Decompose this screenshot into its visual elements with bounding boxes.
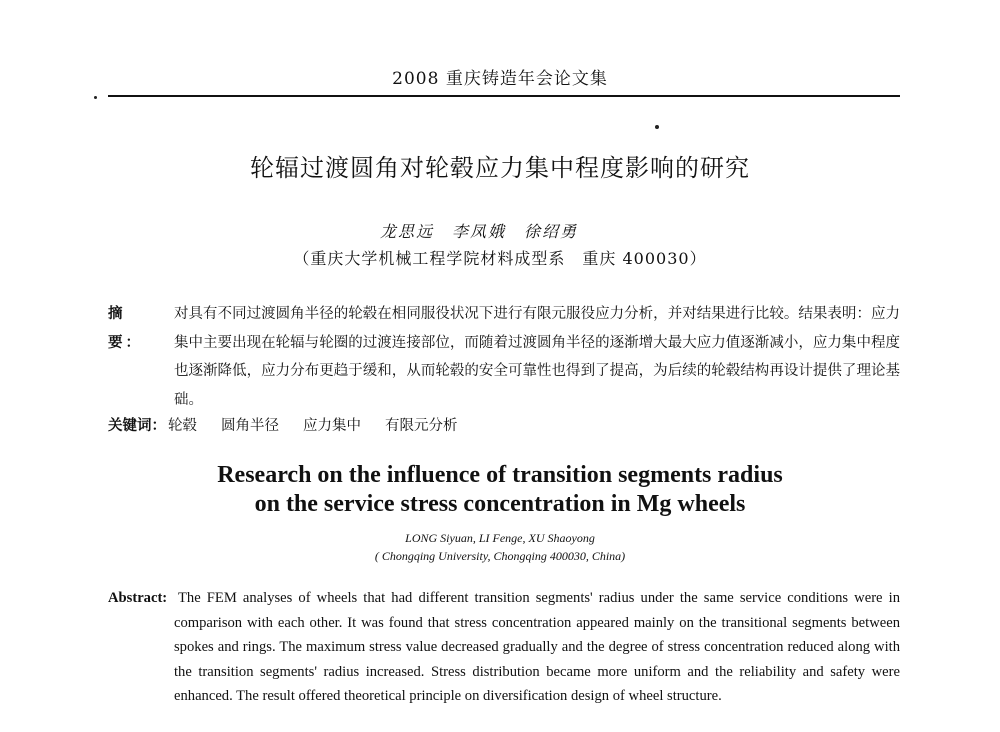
header-rule xyxy=(108,95,900,97)
scan-speck xyxy=(655,125,659,129)
english-abstract xyxy=(108,586,900,709)
keyword: 有限元分析 xyxy=(385,418,458,434)
english-abstract-text: The FEM analyses of wheels that had different transition segments' radius under the same service conditions were in comparison with each other. It was found that stress concentration appeared mainly on the transitional segments between spokes and rings. The maximum stress value decreased gradually and the degree of stress concentration reduced along with the transition segments' radius increased. Stress distribution became more uniform and the reliability and safety were enhanced. The result offered theoretical principle on diversification design of wheel structure. xyxy=(174,590,900,704)
chinese-abstract-text: 对具有不同过渡圆角半径的轮毂在相同服役状况下进行有限元服役应力分析，并对结果进行比较。结果表明：应力集中主要出现在轮辐与轮圈的过渡连接部位，而随着过渡圆角半径的逐渐增大最大应力值逐渐减小，应力集中程度也逐渐降低，应力分布更趋于缓和，从而轮毂的安全可靠性也得到了提高，为后续的轮毂结构再设计提供了理论基础。 xyxy=(174,306,900,408)
english-title xyxy=(0,461,1000,519)
keyword: 圆角半径 xyxy=(221,418,279,434)
chinese-abstract-label: 摘 要： xyxy=(108,305,143,351)
english-title-line: on the service stress concentration in Mg wheels xyxy=(254,491,746,517)
chinese-authors: 龙思远 李凤娥 徐绍勇 xyxy=(380,222,579,241)
chinese-keywords-label: 关键词： xyxy=(108,417,166,434)
scan-speck xyxy=(94,96,97,99)
keyword: 轮毂 xyxy=(168,418,197,434)
chinese-affiliation: （重庆大学机械工程学院材料成型系 重庆 400030） xyxy=(293,249,707,268)
keyword: 应力集中 xyxy=(303,418,361,434)
chinese-title: 轮辐过渡圆角对轮毂应力集中程度影响的研究 xyxy=(250,154,750,182)
english-abstract-label: Abstract: xyxy=(108,590,168,606)
english-authors: LONG Siyuan, LI Fenge, XU Shaoyong xyxy=(405,531,595,545)
running-header: 2008 重庆铸造年会论文集 xyxy=(392,69,608,89)
chinese-abstract xyxy=(108,300,900,414)
english-title-line: Research on the influence of transition segments radius xyxy=(217,462,783,488)
english-affiliation: ( Chongqing University, Chongqing 400030, China) xyxy=(374,549,626,563)
chinese-keywords xyxy=(108,412,900,440)
